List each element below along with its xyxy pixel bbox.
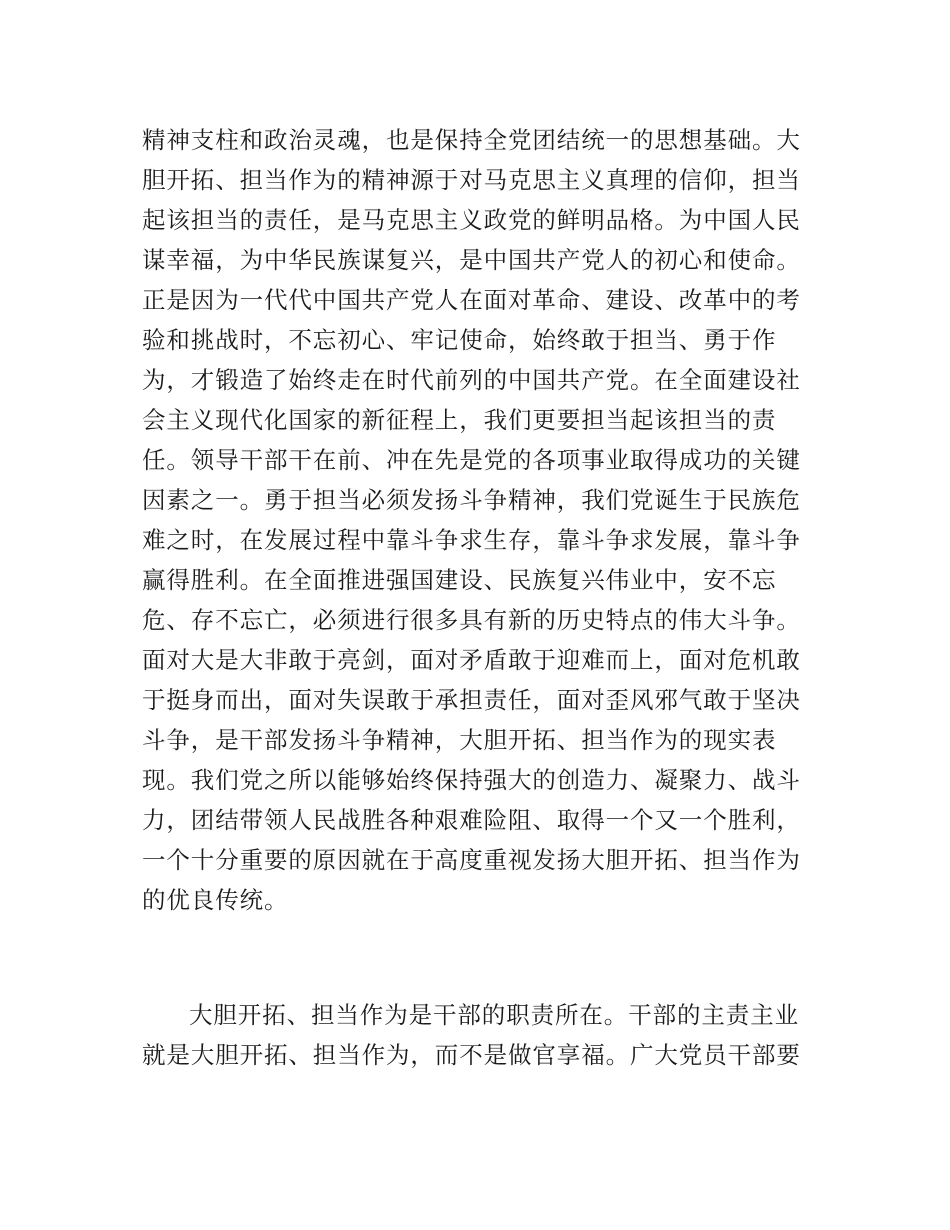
text-line: 任。领导干部干在前、冲在先是党的各项事业取得成功的关键 xyxy=(142,446,801,474)
text-line: 危、存不忘亡，必须进行很多具有新的历史特点的伟大斗争。 xyxy=(142,606,801,634)
body-paragraph-1 xyxy=(142,120,812,920)
text-line: 精神支柱和政治灵魂，也是保持全党团结统一的思想基础。大 xyxy=(142,126,801,154)
text-line: 现。我们党之所以能够始终保持强大的创造力、凝聚力、战斗 xyxy=(142,766,801,794)
text-line-indented: 大胆开拓、担当作为是干部的职责所在。干部的主责主业 xyxy=(189,1001,799,1029)
text-line: 斗争，是干部发扬斗争精神，大胆开拓、担当作为的现实表 xyxy=(142,726,777,754)
text-line: 为，才锻造了始终走在时代前列的中国共产党。在全面建设社 xyxy=(142,366,801,394)
text-line: 的优良传统。 xyxy=(142,886,289,914)
text-line: 会主义现代化国家的新征程上，我们更要担当起该担当的责 xyxy=(142,406,777,434)
text-line: 一个十分重要的原因就在于高度重视发扬大胆开拓、担当作为 xyxy=(142,846,801,874)
text-line: 因素之一。勇于担当必须发扬斗争精神，我们党诞生于民族危 xyxy=(142,486,801,514)
text-line: 胆开拓、担当作为的精神源于对马克思主义真理的信仰，担当 xyxy=(142,166,801,194)
text-line: 验和挑战时，不忘初心、牢记使命，始终敢于担当、勇于作 xyxy=(142,326,777,354)
text-line: 谋幸福，为中华民族谋复兴，是中国共产党人的初心和使命。 xyxy=(142,246,801,274)
text-line: 面对大是大非敢于亮剑，面对矛盾敢于迎难而上，面对危机敢 xyxy=(142,646,801,674)
text-line: 正是因为一代代中国共产党人在面对革命、建设、改革中的考 xyxy=(142,286,801,314)
text-line: 力，团结带领人民战胜各种艰难险阻、取得一个又一个胜利， xyxy=(142,806,801,834)
text-line: 起该担当的责任，是马克思主义政党的鲜明品格。为中国人民 xyxy=(142,206,801,234)
body-paragraph-2 xyxy=(142,995,812,1075)
text-line: 就是大胆开拓、担当作为，而不是做官享福。广大党员干部要 xyxy=(142,1041,801,1069)
text-line: 难之时，在发展过程中靠斗争求生存，靠斗争求发展，靠斗争 xyxy=(142,526,801,554)
text-line: 赢得胜利。在全面推进强国建设、民族复兴伟业中，安不忘 xyxy=(142,566,777,594)
text-line: 于挺身而出，面对失误敢于承担责任，面对歪风邪气敢于坚决 xyxy=(142,686,801,714)
